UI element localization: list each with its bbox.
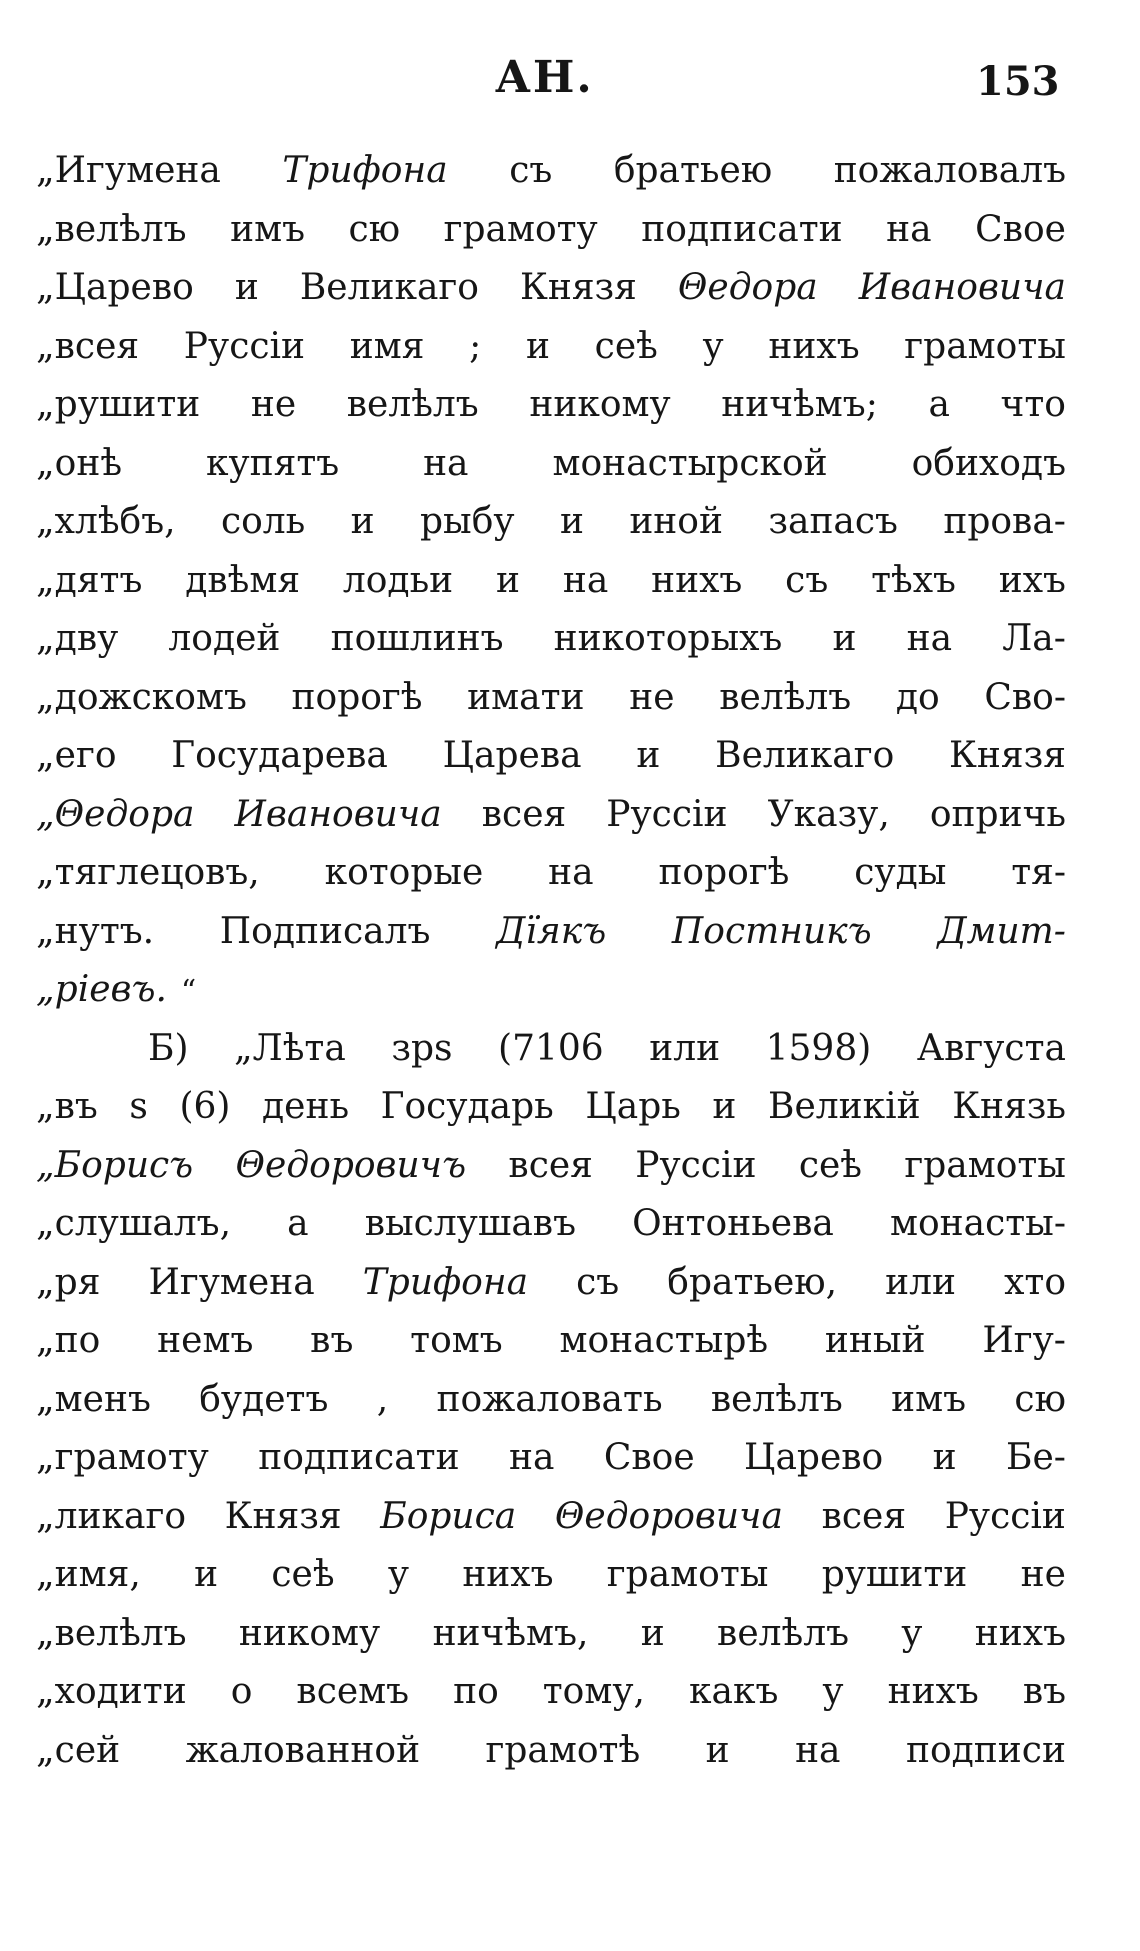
word: (6): [179, 1086, 231, 1127]
text-line: [36, 443, 1066, 502]
word: Θедоровичъ: [235, 1144, 467, 1186]
word: у: [702, 325, 724, 367]
word: „его: [36, 735, 117, 776]
word: Августа: [916, 1027, 1066, 1069]
text-line: [36, 1203, 1066, 1262]
word: „нутъ.: [36, 910, 155, 952]
word: велѣлъ: [346, 384, 479, 425]
word: Свое: [975, 208, 1066, 250]
word: лодьи: [342, 559, 454, 601]
word: запасъ: [768, 501, 898, 542]
word: въ: [1022, 1671, 1066, 1712]
word: Государева: [171, 735, 388, 776]
word: Θедора: [677, 267, 818, 308]
word: Игумена: [148, 1261, 315, 1303]
word: Великаго: [299, 267, 479, 308]
word: на: [906, 618, 953, 659]
word: опричь: [929, 793, 1066, 835]
word: Государь: [380, 1086, 554, 1127]
word: Дмит-: [937, 910, 1066, 952]
word: у: [901, 1612, 923, 1654]
word: Великаго: [715, 735, 895, 776]
word: на: [886, 208, 932, 250]
text-line: [36, 326, 1066, 385]
word: „ря: [36, 1261, 101, 1303]
word: хто: [1004, 1261, 1066, 1303]
text-line: [36, 1730, 1066, 1789]
word: „Борисъ: [36, 1144, 194, 1186]
word: велѣлъ: [717, 1612, 849, 1654]
word: и: [234, 267, 259, 308]
word: „дожскомъ: [36, 676, 247, 718]
word: всея: [508, 1144, 593, 1186]
word: „ликаго: [36, 1495, 187, 1537]
word: на: [548, 852, 594, 893]
word: Великій: [767, 1086, 921, 1127]
word: Царь: [585, 1086, 681, 1127]
word: немъ: [157, 1320, 254, 1361]
text-line: [36, 1437, 1066, 1496]
word: „сей: [36, 1729, 121, 1771]
word: „Лѣта: [234, 1027, 346, 1069]
word: и: [705, 1729, 730, 1771]
word: Царево: [744, 1437, 884, 1478]
word: тѣхъ: [871, 559, 956, 601]
word: день: [262, 1086, 350, 1127]
word: сеѣ: [594, 325, 658, 367]
word: ѕ: [129, 1086, 148, 1127]
word: Князя: [519, 267, 637, 308]
word: Бе-: [1006, 1437, 1066, 1478]
text-line: [36, 794, 1066, 853]
word: Ивановича: [858, 267, 1066, 308]
word: которые: [324, 852, 484, 893]
word: подписати: [258, 1437, 460, 1478]
word: зрѕ: [391, 1027, 453, 1069]
word: ничѣмъ;: [721, 384, 878, 425]
word: нихъ: [887, 1671, 979, 1712]
word: на: [423, 442, 469, 484]
word: Князя: [949, 735, 1066, 776]
word: Подписалъ: [219, 910, 431, 952]
word: имъ: [230, 208, 306, 250]
word: рыбу: [420, 501, 515, 542]
text-line: [36, 560, 1066, 619]
word: иной: [629, 501, 723, 542]
word: нихъ: [651, 559, 743, 601]
word: о: [230, 1671, 253, 1712]
text-line: [36, 911, 1066, 970]
word: грамоту: [443, 208, 598, 250]
word: „дву: [36, 618, 119, 659]
word: Б): [148, 1027, 189, 1069]
word: Дїякъ: [496, 910, 607, 952]
word: или: [649, 1027, 721, 1069]
word: Руссіи: [183, 325, 306, 367]
word: всея: [821, 1495, 907, 1537]
word: всемъ: [296, 1671, 410, 1712]
word: въ: [310, 1320, 354, 1361]
word: „грамоту: [36, 1437, 209, 1478]
word: суды: [854, 852, 947, 893]
word: Трифона: [282, 150, 448, 191]
word: грамоты: [904, 1144, 1066, 1186]
word: Бориса: [380, 1495, 517, 1537]
word: никому: [238, 1612, 381, 1654]
word: никоторыхъ: [553, 618, 783, 659]
word: Руссіи: [606, 793, 728, 835]
text-line: [36, 1379, 1066, 1438]
text-line: [36, 1613, 1066, 1672]
word: не: [629, 676, 675, 718]
word: и: [194, 1554, 219, 1595]
word: „въ: [36, 1086, 98, 1127]
text-line: [36, 1671, 1066, 1730]
word: на: [795, 1729, 841, 1771]
text-line: [36, 501, 1066, 560]
word: велѣлъ: [710, 1378, 843, 1420]
word: подписи: [905, 1729, 1066, 1771]
word: ,: [376, 1378, 389, 1420]
text-line: [36, 209, 1066, 268]
word: имя: [349, 325, 425, 367]
word: какъ: [689, 1671, 779, 1712]
word: грамоты: [606, 1554, 769, 1595]
word: и: [350, 501, 375, 542]
word: ничѣмъ,: [432, 1612, 589, 1654]
word: и: [640, 1612, 665, 1654]
word: а: [928, 384, 950, 425]
word: „велѣлъ: [36, 208, 187, 250]
word: пожаловалъ: [833, 150, 1066, 191]
word: и: [496, 559, 521, 601]
page-body-text: [36, 150, 1066, 1788]
word: Руссіи: [944, 1495, 1066, 1537]
word: тя-: [1011, 852, 1066, 893]
text-line: [36, 1145, 1066, 1204]
word: томъ: [410, 1320, 503, 1361]
word: нихъ: [974, 1612, 1066, 1654]
word: сеѣ: [798, 1144, 862, 1186]
word: нихъ: [768, 325, 860, 367]
word: Онтоньева: [632, 1203, 834, 1244]
running-head: АН.: [495, 52, 594, 103]
word: не: [250, 384, 297, 425]
word: монастырской: [552, 442, 828, 484]
word: нихъ: [462, 1554, 554, 1595]
word: „Θедора: [36, 793, 195, 835]
text-line: [36, 1496, 1066, 1555]
word: (7106: [498, 1027, 604, 1069]
word: грамотѣ: [485, 1729, 641, 1771]
word: пошлинъ: [330, 618, 504, 659]
word: сю: [348, 208, 401, 250]
word: ихъ: [998, 559, 1066, 601]
word: съ: [785, 559, 829, 601]
word: на: [508, 1437, 555, 1478]
word: монастырѣ: [559, 1320, 769, 1361]
word: Указу,: [767, 793, 890, 835]
text-line: [36, 384, 1066, 443]
word: а: [287, 1203, 309, 1244]
word: Θедоровича: [554, 1495, 783, 1537]
text-line: [36, 267, 1066, 326]
word: выслушавъ: [364, 1203, 576, 1244]
word: монасты-: [889, 1203, 1066, 1244]
word: съ: [509, 150, 553, 191]
word: имъ: [891, 1378, 967, 1420]
word: купятъ: [205, 442, 340, 484]
word: и: [559, 501, 584, 542]
text-line: [36, 735, 1066, 794]
text-line: [36, 618, 1066, 677]
word: пожаловать: [436, 1378, 663, 1420]
word: подписати: [641, 208, 843, 250]
word: и: [525, 325, 550, 367]
word: рушити: [821, 1554, 968, 1595]
page-number: 153: [976, 58, 1060, 105]
word: или: [885, 1261, 957, 1303]
word: ;: [469, 325, 482, 367]
text-line: [36, 852, 1066, 911]
text-line: [36, 1554, 1066, 1613]
word: порогѣ: [658, 852, 790, 893]
word: соль: [220, 501, 306, 542]
word: прова-: [943, 501, 1066, 542]
word: жалованной: [185, 1729, 421, 1771]
word: Игу-: [982, 1320, 1066, 1361]
word: по: [453, 1671, 499, 1712]
word: съ: [576, 1261, 620, 1303]
text-line: [36, 969, 1066, 1028]
word: никому: [529, 384, 671, 425]
word: грамоты: [904, 325, 1066, 367]
word: и: [712, 1086, 737, 1127]
text-line: [36, 677, 1066, 736]
word: сеѣ: [271, 1554, 335, 1595]
word: Ивановича: [234, 793, 442, 835]
word: „по: [36, 1320, 101, 1361]
word: Князь: [952, 1086, 1066, 1127]
word: сю: [1014, 1378, 1066, 1420]
word: „ходити: [36, 1671, 187, 1712]
word: „велѣлъ: [36, 1612, 187, 1654]
word: „тяглецовъ,: [36, 852, 260, 893]
word: Царева: [442, 735, 582, 776]
word: у: [822, 1671, 844, 1712]
word: иный: [824, 1320, 926, 1361]
word: обиходъ: [911, 442, 1066, 484]
word: „онѣ: [36, 442, 123, 484]
word: Свое: [603, 1437, 695, 1478]
word: тому,: [542, 1671, 645, 1712]
word: „имя,: [36, 1554, 141, 1595]
word: порогѣ: [291, 676, 423, 718]
word: и: [636, 735, 661, 776]
text-line: [36, 1028, 1066, 1087]
text-line: [36, 150, 1066, 209]
word: „слушалъ,: [36, 1203, 232, 1244]
word: Трифона: [362, 1261, 529, 1303]
word: „дятъ: [36, 559, 143, 601]
word: имати: [467, 676, 585, 718]
text-line: [36, 1262, 1066, 1321]
word: Князя: [224, 1495, 342, 1537]
word: всея: [481, 793, 567, 835]
word: лодей: [168, 618, 281, 659]
word: что: [1000, 384, 1066, 425]
word: „менъ: [36, 1378, 151, 1420]
word: братьею: [613, 150, 773, 191]
text-line: [36, 1320, 1066, 1379]
word: велѣлъ: [719, 676, 852, 718]
word: двѣмя: [185, 559, 301, 601]
word: и: [832, 618, 857, 659]
word: „ріевъ.: [36, 969, 167, 1010]
word: Ла-: [1002, 618, 1066, 659]
word: братьею,: [667, 1261, 838, 1303]
word: „рушити: [36, 384, 201, 425]
word: Сво-: [984, 676, 1066, 718]
word: Руссіи: [635, 1144, 757, 1186]
word: не: [1020, 1554, 1066, 1595]
word: до: [895, 676, 940, 718]
word: “: [180, 974, 197, 1009]
word: „хлѣбъ,: [36, 501, 176, 542]
word: на: [562, 559, 609, 601]
word: „Царево: [36, 267, 194, 308]
word: „Игумена: [36, 150, 221, 191]
word: „всея: [36, 325, 140, 367]
word: 1598): [765, 1027, 872, 1069]
word: у: [387, 1554, 410, 1595]
text-line: [36, 1086, 1066, 1145]
word: Постникъ: [671, 910, 872, 952]
word: и: [932, 1437, 957, 1478]
word: будетъ: [199, 1378, 329, 1420]
